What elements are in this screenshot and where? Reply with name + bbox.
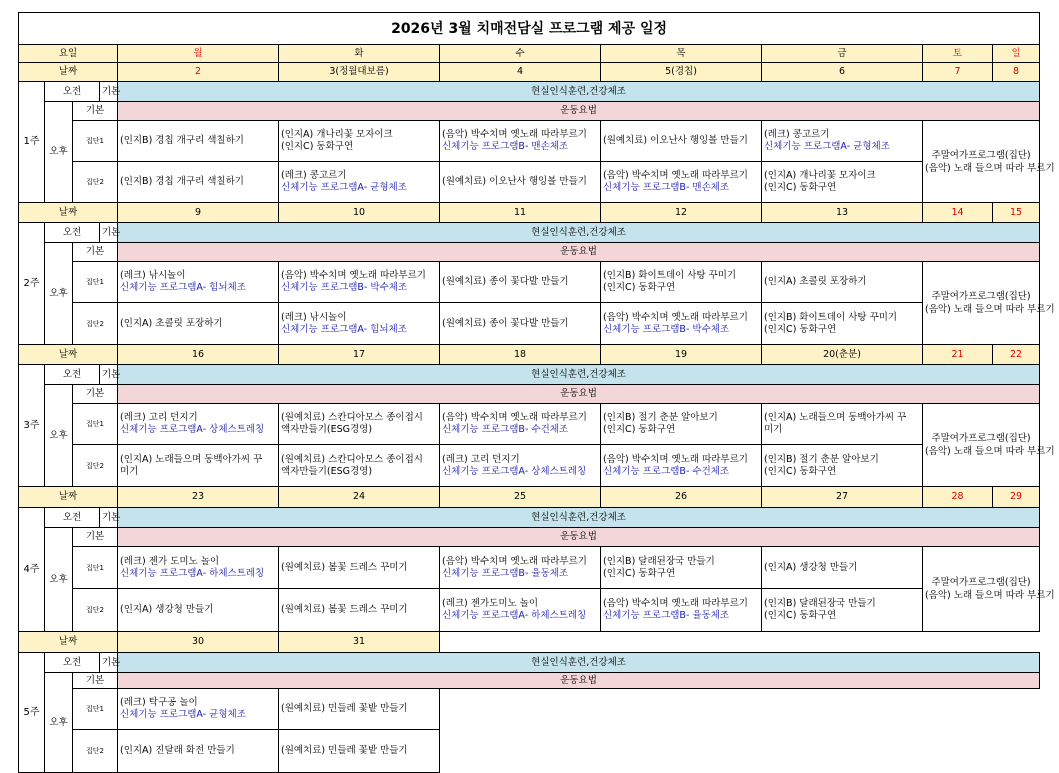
program-cell: [601, 589, 762, 632]
weekend-line2: (음악) 노래 들으며 따라 부르기: [925, 162, 1055, 174]
basic-label: 기본: [100, 82, 118, 102]
pm-label: 오후: [45, 243, 73, 345]
program-cell: [118, 162, 279, 203]
date-cell: 6: [762, 63, 923, 82]
program-line: (인지A) 노래들으며 동백아가씨 꾸: [764, 412, 907, 423]
program-cell: [440, 547, 601, 589]
weekend-line1: 주말여가프로그램(집단): [931, 577, 1031, 588]
program-line: (레크) 젠가 도미노 놀이: [120, 555, 220, 567]
am-program: 현실인식훈련,건강체조: [118, 508, 1040, 528]
program-line: (인지C) 동화구연: [603, 282, 676, 293]
date-label: 날짜: [19, 632, 118, 653]
program-line: (인지C) 동화구연: [764, 465, 837, 477]
basic-program: 운동요법: [118, 385, 1040, 404]
basic-program: 운동요법: [118, 243, 1040, 262]
weekday-0: 월: [118, 45, 279, 63]
program-line: (원예치료) 종이 꽃다발 만들기: [442, 317, 569, 329]
date-cell: 29: [993, 487, 1040, 508]
program-line: (레크) 낚시놀이: [281, 311, 347, 323]
date-cell: 7: [923, 63, 993, 82]
program-line: 신체기능 프로그램A- 힘뇌체조: [120, 282, 246, 293]
am-program: 현실인식훈련,건강체조: [118, 223, 1040, 243]
program-line: (원예치료) 스칸디아모스 종이접시: [281, 453, 423, 465]
program-cell: [118, 547, 279, 589]
program-cell: [762, 303, 923, 345]
program-cell: [440, 445, 601, 487]
date-cell: 26: [601, 487, 762, 508]
program-cell: [762, 547, 923, 589]
program-cell: [279, 162, 440, 203]
group1-label: 집단1: [73, 121, 118, 162]
date-cell: 5(경칩): [601, 63, 762, 82]
program-line: (음악) 박수치며 옛노래 따라부르기: [603, 311, 748, 323]
date-cell: 28: [923, 487, 993, 508]
basic-label: 기본: [100, 223, 118, 243]
program-line: (음악) 박수치며 옛노래 따라부르기: [603, 170, 748, 181]
pm-label: 오후: [45, 528, 73, 632]
weekend-program-1: [923, 262, 1055, 345]
program-line: (인지A) 초콜릿 포장하기: [120, 317, 223, 329]
program-line: 신체기능 프로그램A- 하체스트레칭: [120, 567, 265, 579]
program-line: (원예치료) 민들레 꽃밭 만들기: [281, 703, 408, 714]
schedule-table: [18, 12, 1055, 773]
program-cell: [279, 262, 440, 303]
weekday-1: 화: [279, 45, 440, 63]
program-line: 신체기능 프로그램B- 박수체조: [603, 323, 730, 335]
basic-label: 기본: [73, 102, 118, 121]
date-cell: 25: [440, 487, 601, 508]
week-label: 1주: [19, 82, 45, 203]
program-line: (인지B) 절기 춘분 알아보기: [764, 453, 879, 465]
program-cell: [440, 262, 601, 303]
program-line: 신체기능 프로그램B- 수건체조: [442, 424, 569, 435]
page-title: 2026년 3월 치매전담실 프로그램 제공 일정: [19, 13, 1040, 45]
program-cell: [762, 262, 923, 303]
program-cell: [762, 445, 923, 487]
program-line: (인지B) 경칩 개구리 색칠하기: [120, 176, 244, 187]
program-line: (인지A) 노래들으며 동백아가씨 꾸: [120, 453, 263, 465]
program-cell: [440, 303, 601, 345]
program-line: (인지A) 진달래 화전 만들기: [120, 745, 235, 756]
program-line: (인지B) 경칩 개구리 색칠하기: [120, 135, 244, 146]
program-line: (인지B) 절기 춘분 알아보기: [603, 412, 718, 423]
program-cell: [601, 547, 762, 589]
program-cell: [601, 303, 762, 345]
date-cell: 3(정월대보름): [279, 63, 440, 82]
group2-label: 집단2: [73, 730, 118, 773]
date-cell: 12: [601, 203, 762, 223]
am-label: 오전: [45, 82, 100, 102]
program-line: (인지C) 동화구연: [603, 567, 676, 579]
program-cell: [118, 303, 279, 345]
program-line: 신체기능 프로그램A- 균형체조: [764, 141, 890, 152]
program-cell: [279, 121, 440, 162]
program-cell: [601, 445, 762, 487]
program-line: 신체기능 프로그램A- 힘뇌체조: [281, 323, 407, 335]
program-line: (레크) 낚시놀이: [120, 270, 186, 281]
program-line: (인지C) 동화구연: [603, 424, 676, 435]
date-cell: 15: [993, 203, 1040, 223]
weekday-6: 일: [993, 45, 1040, 63]
program-line: (인지C) 동화구연: [281, 141, 354, 152]
weekend-line2: (음악) 노래 들으며 따라 부르기: [925, 446, 1055, 457]
date-cell: 19: [601, 345, 762, 365]
program-line: 신체기능 프로그램A- 하체스트레칭: [442, 610, 587, 621]
program-cell: [440, 121, 601, 162]
basic-program: 운동요법: [118, 102, 1040, 121]
date-cell: 4: [440, 63, 601, 82]
basic-program: 운동요법: [118, 528, 1040, 547]
program-line: 신체기능 프로그램A- 균형체조: [281, 182, 407, 193]
program-line: (음악) 박수치며 옛노래 따라부르기: [281, 270, 426, 281]
program-line: (인지A) 개나리꽃 모자이크: [281, 129, 393, 140]
program-line: (인지A) 생강청 만들기: [120, 604, 214, 615]
am-label: 오전: [45, 508, 100, 528]
program-line: (음악) 박수치며 옛노래 따라부르기: [442, 412, 587, 423]
date-cell: 13: [762, 203, 923, 223]
weekend-line1: 주말여가프로그램(집단): [931, 291, 1031, 302]
date-cell: 10: [279, 203, 440, 223]
date-label: 날짜: [19, 345, 118, 365]
program-cell: [118, 404, 279, 445]
weekend-program-0: [923, 121, 1055, 203]
program-line: (레크) 콩고르기: [764, 129, 830, 140]
program-line: 신체기능 프로그램B- 맨손체조: [442, 141, 569, 152]
program-cell: [762, 162, 923, 203]
program-cell: [762, 589, 923, 632]
program-cell: [118, 121, 279, 162]
day-label: 요일: [19, 45, 118, 63]
weekday-3: 목: [601, 45, 762, 63]
group2-label: 집단2: [73, 589, 118, 632]
weekday-4: 금: [762, 45, 923, 63]
group1-label: 집단1: [73, 262, 118, 303]
program-line: (인지B) 달래된장국 만들기: [764, 598, 876, 609]
date-cell: 24: [279, 487, 440, 508]
program-cell: [440, 404, 601, 445]
program-line: (인지B) 화이트데이 사탕 꾸미기: [603, 270, 737, 281]
program-cell: [279, 303, 440, 345]
program-cell: [279, 547, 440, 589]
weekend-line1: 주말여가프로그램(집단): [931, 433, 1031, 444]
program-cell: [118, 689, 279, 730]
am-program: 현실인식훈련,건강체조: [118, 365, 1040, 385]
date-cell: 20(춘분): [762, 345, 923, 365]
weekend-line2: (음악) 노래 들으며 따라 부르기: [925, 590, 1055, 601]
basic-label: 기본: [73, 385, 118, 404]
program-line: 액자만들기(ESG경영): [281, 465, 373, 477]
program-line: 미기: [120, 465, 139, 477]
program-cell: [279, 445, 440, 487]
program-line: (원예치료) 봄꽃 드레스 꾸미기: [281, 561, 408, 573]
program-line: (인지C) 동화구연: [764, 182, 837, 193]
program-line: (원예치료) 봄꽃 드레스 꾸미기: [281, 604, 408, 615]
program-cell: [279, 404, 440, 445]
program-line: (인지B) 화이트데이 사탕 꾸미기: [764, 311, 898, 323]
program-cell: [601, 404, 762, 445]
program-line: (원예치료) 종이 꽃다발 만들기: [442, 276, 569, 287]
group2-label: 집단2: [73, 303, 118, 345]
program-cell: [601, 162, 762, 203]
group2-label: 집단2: [73, 445, 118, 487]
program-line: (원예치료) 스칸디아모스 종이접시: [281, 412, 423, 423]
program-line: (인지C) 동화구연: [764, 610, 837, 621]
week-label: 2주: [19, 223, 45, 345]
am-label: 오전: [45, 653, 100, 673]
weekend-line1: 주말여가프로그램(집단): [931, 149, 1031, 161]
date-label: 날짜: [19, 487, 118, 508]
program-line: (원예치료) 민들레 꽃밭 만들기: [281, 745, 408, 756]
program-cell: [762, 121, 923, 162]
program-cell: [118, 730, 279, 773]
empty-cell: [440, 689, 1040, 773]
basic-label: 기본: [73, 673, 118, 689]
program-line: (음악) 박수치며 옛노래 따라부르기: [442, 555, 587, 567]
date-cell: 14: [923, 203, 993, 223]
date-cell: 31: [279, 632, 440, 653]
date-label: 날짜: [19, 203, 118, 223]
program-line: 신체기능 프로그램A- 균형체조: [120, 709, 246, 720]
program-line: 신체기능 프로그램A- 상체스트레칭: [442, 465, 587, 477]
date-cell: 23: [118, 487, 279, 508]
program-cell: [762, 404, 923, 445]
program-cell: [601, 262, 762, 303]
program-cell: [279, 589, 440, 632]
pm-label: 오후: [45, 385, 73, 487]
am-label: 오전: [45, 223, 100, 243]
pm-label: 오후: [45, 102, 73, 203]
date-cell: 16: [118, 345, 279, 365]
program-line: (레크) 콩고르기: [281, 170, 347, 181]
program-line: 신체기능 프로그램B- 맨손체조: [603, 182, 730, 193]
program-cell: [440, 162, 601, 203]
weekend-program-2: [923, 404, 1055, 487]
date-cell: 17: [279, 345, 440, 365]
am-label: 오전: [45, 365, 100, 385]
program-line: 액자만들기(ESG경영): [281, 424, 373, 435]
program-line: 신체기능 프로그램B- 박수체조: [281, 282, 408, 293]
program-cell: [279, 689, 440, 730]
date-cell: 22: [993, 345, 1040, 365]
program-cell: [118, 445, 279, 487]
basic-label: 기본: [100, 508, 118, 528]
program-cell: [440, 589, 601, 632]
basic-label: 기본: [73, 243, 118, 262]
am-program: 현실인식훈련,건강체조: [118, 82, 1040, 102]
program-line: (레크) 고리 던지기: [120, 412, 198, 423]
date-label: 날짜: [19, 63, 118, 82]
basic-label: 기본: [100, 365, 118, 385]
program-line: (인지A) 초콜릿 포장하기: [764, 276, 867, 287]
program-cell: [601, 121, 762, 162]
empty-cell: [440, 632, 1040, 653]
basic-program: 운동요법: [118, 673, 1040, 689]
group1-label: 집단1: [73, 547, 118, 589]
group1-label: 집단1: [73, 689, 118, 730]
weekday-2: 수: [440, 45, 601, 63]
pm-label: 오후: [45, 673, 73, 773]
program-line: 신체기능 프로그램B- 수건체조: [603, 465, 730, 477]
date-cell: 21: [923, 345, 993, 365]
date-cell: 27: [762, 487, 923, 508]
date-cell: 9: [118, 203, 279, 223]
program-line: (음악) 박수치며 옛노래 따라부르기: [442, 129, 587, 140]
program-cell: [118, 262, 279, 303]
date-cell: 8: [993, 63, 1040, 82]
program-cell: [279, 730, 440, 773]
program-line: (레크) 젠가도미노 놀이: [442, 598, 539, 609]
program-line: (레크) 탁구공 놀이: [120, 697, 198, 708]
date-cell: 18: [440, 345, 601, 365]
date-cell: 30: [118, 632, 279, 653]
basic-label: 기본: [73, 528, 118, 547]
program-line: (원예치료) 이오난사 행잉볼 만들기: [603, 135, 748, 146]
program-line: (음악) 박수치며 옛노래 따라부르기: [603, 598, 748, 609]
program-line: (레크) 고리 던지기: [442, 453, 520, 465]
week-label: 3주: [19, 365, 45, 487]
program-line: 신체기능 프로그램B- 율동체조: [603, 610, 730, 621]
week-label: 5주: [19, 653, 45, 773]
program-line: (음악) 박수치며 옛노래 따라부르기: [603, 453, 748, 465]
am-program: 현실인식훈련,건강체조: [118, 653, 1040, 673]
program-line: (인지B) 달래된장국 만들기: [603, 555, 715, 567]
week-label: 4주: [19, 508, 45, 632]
group1-label: 집단1: [73, 404, 118, 445]
program-line: (인지A) 생강청 만들기: [764, 561, 858, 573]
program-line: 신체기능 프로그램A- 상체스트레칭: [120, 424, 265, 435]
weekend-line2: (음악) 노래 들으며 따라 부르기: [925, 304, 1055, 315]
date-cell: 2: [118, 63, 279, 82]
group2-label: 집단2: [73, 162, 118, 203]
date-cell: 11: [440, 203, 601, 223]
basic-label: 기본: [100, 653, 118, 673]
program-line: (원예치료) 이오난사 행잉볼 만들기: [442, 176, 587, 187]
weekday-5: 토: [923, 45, 993, 63]
program-line: (인지A) 개나리꽃 모자이크: [764, 170, 876, 181]
program-line: (인지C) 동화구연: [764, 323, 837, 335]
program-cell: [118, 589, 279, 632]
program-line: 미기: [764, 424, 783, 435]
program-line: 신체기능 프로그램B- 율동체조: [442, 567, 569, 579]
weekend-program-3: [923, 547, 1055, 632]
